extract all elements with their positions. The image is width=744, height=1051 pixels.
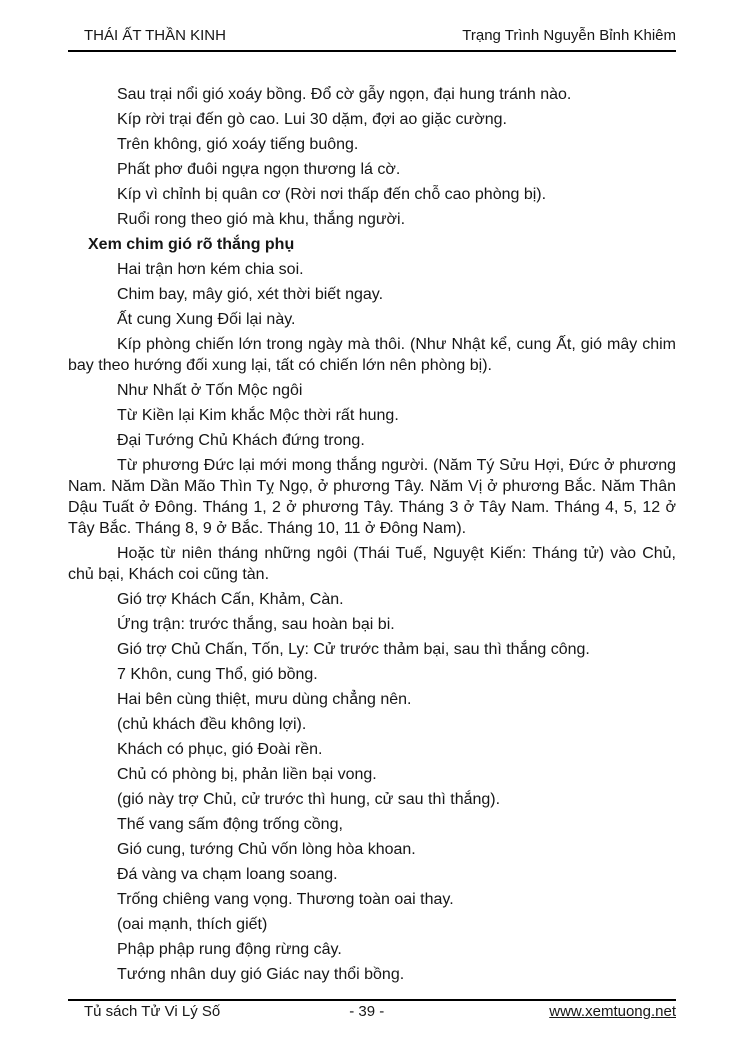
section-heading: Xem chim gió rõ thắng phụ: [88, 236, 295, 253]
paragraph: Gió trợ Chủ Chấn, Tốn, Ly: Cử trước thảm bại, sau thì thắng công.: [117, 641, 590, 658]
paragraph: Ứng trận: trước thắng, sau hoàn bại bi.: [117, 616, 395, 633]
paragraph: Tướng nhân duy gió Giác nay thổi bồng.: [117, 966, 405, 983]
paragraph: Kíp phòng chiến lớn trong ngày mà thôi. (Như Nhật kể, cung Ất, gió mây chim bay theo hướng đối xung lại, tất có chiến lớn nên phòng bị).: [68, 336, 676, 374]
header-rule: [68, 50, 676, 52]
paragraph: Gió cung, tướng Chủ vốn lòng hòa khoan.: [117, 841, 416, 858]
paragraph: Trống chiêng vang vọng. Thương toàn oai thay.: [117, 891, 454, 908]
paragraph: Từ phương Đức lại mới mong thắng người. (Năm Tý Sửu Hợi, Đức ở phương Nam. Năm Dần Mão Thìn Tỵ Ngọ, ở phương Tây. Năm Vị ở phương Bắc. Năm Thân Dậu Tuất ở Đông. Tháng 1, 2 ở phương Tây. Tháng 3 ở Tây Nam. Tháng 4, 5, 12 ở Tây Bắc. Tháng 8, 9 ở Bắc. Tháng 10, 11 ở Đông Nam).: [68, 457, 676, 537]
paragraph: (oai mạnh, thích giết): [117, 916, 268, 933]
paragraph: Chủ có phòng bị, phản liền bại vong.: [117, 766, 377, 783]
paragraph: Thế vang sấm động trống cồng,: [117, 816, 343, 833]
paragraph: Chim bay, mây gió, xét thời biết ngay.: [117, 286, 384, 303]
paragraph: Hai trận hơn kém chia soi.: [117, 261, 304, 278]
paragraph: Phất phơ đuôi ngựa ngọn thương lá cờ.: [117, 161, 401, 178]
header-book-title: THÁI ẤT THẦN KINH: [84, 27, 226, 44]
document-body: [68, 84, 676, 989]
paragraph: (gió này trợ Chủ, cử trước thì hung, cử sau thì thắng).: [117, 791, 501, 808]
page-header: [68, 27, 676, 45]
footer-website-link[interactable]: www.xemtuong.net: [549, 1003, 676, 1020]
paragraph: Hoặc từ niên tháng những ngôi (Thái Tuế, Nguyệt Kiến: Tháng tử) vào Chủ, chủ bại, Khách coi cũng tàn.: [68, 545, 676, 583]
header-author: Trạng Trình Nguyễn Bỉnh Khiêm: [462, 27, 676, 44]
footer-series-title: Tủ sách Tử Vi Lý Số: [84, 1003, 221, 1020]
paragraph: Trên không, gió xoáy tiếng buông.: [117, 136, 359, 153]
paragraph: Ất cung Xung Đối lại này.: [117, 311, 296, 328]
paragraph: Đá vàng va chạm loang soang.: [117, 866, 338, 883]
page-footer: [68, 1003, 676, 1021]
paragraph: (chủ khách đều không lợi).: [117, 716, 307, 733]
footer-rule: [68, 999, 676, 1001]
paragraph: Từ Kiền lại Kim khắc Mộc thời rất hung.: [117, 407, 399, 424]
paragraph: Khách có phục, gió Đoài rền.: [117, 741, 323, 758]
paragraph: Kíp vì chỉnh bị quân cơ (Rời nơi thấp đến chỗ cao phòng bị).: [117, 186, 547, 203]
paragraph: Hai bên cùng thiệt, mưu dùng chẳng nên.: [117, 691, 412, 708]
paragraph: 7 Khôn, cung Thổ, gió bồng.: [117, 666, 318, 683]
paragraph: Như Nhất ở Tốn Mộc ngôi: [117, 382, 303, 399]
paragraph: Kíp rời trại đến gò cao. Lui 30 dặm, đợi ao giặc cường.: [117, 111, 507, 128]
paragraph: Sau trại nổi gió xoáy bồng. Đổ cờ gẫy ngọn, đại hung tránh nào.: [117, 86, 572, 103]
footer-page-number: - 39 -: [349, 1003, 385, 1020]
paragraph: Phập phập rung động rừng cây.: [117, 941, 342, 958]
paragraph: Ruổi rong theo gió mà khu, thắng người.: [117, 211, 406, 228]
paragraph: Đại Tướng Chủ Khách đứng trong.: [117, 432, 365, 449]
paragraph: Gió trợ Khách Cấn, Khảm, Càn.: [117, 591, 344, 608]
